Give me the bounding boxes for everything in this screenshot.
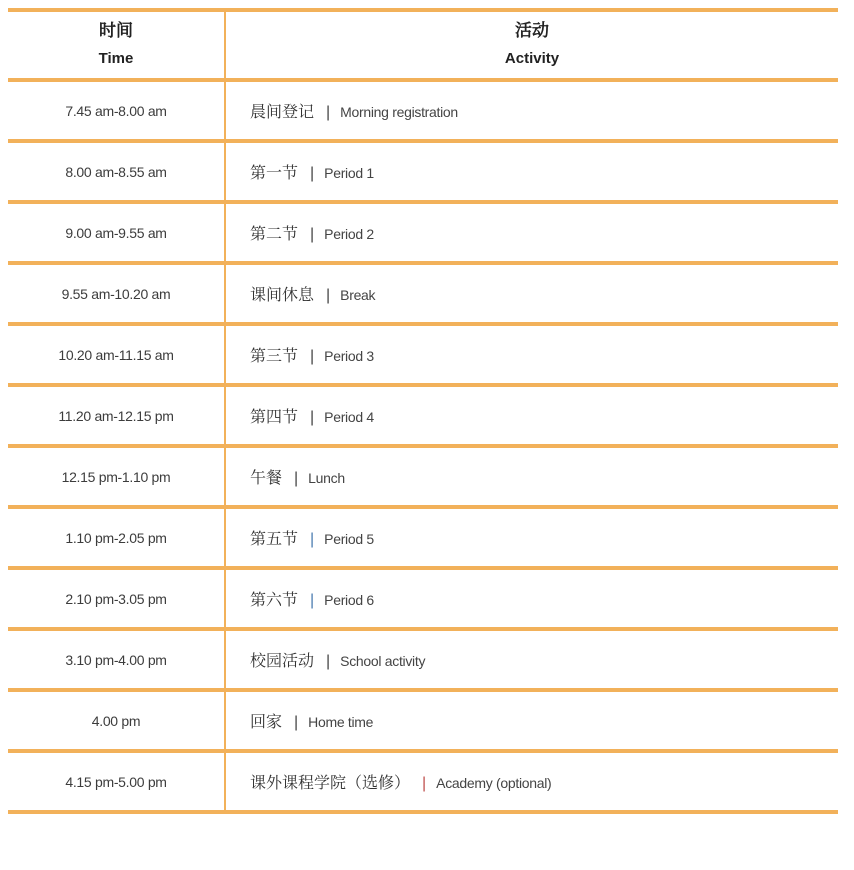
activity-en: Period 1	[324, 165, 374, 181]
activity-en: Academy (optional)	[436, 775, 552, 791]
activity-cell	[225, 568, 838, 629]
activity-zh: 第五节	[250, 529, 299, 548]
separator: |	[326, 287, 331, 304]
activity-zh: 校园活动	[250, 651, 315, 670]
activity-cell	[225, 324, 838, 385]
table-row	[8, 385, 838, 446]
time-cell: 9.55 am-10.20 am	[8, 263, 225, 324]
activity-cell	[225, 690, 838, 751]
activity-en: Period 2	[324, 226, 374, 242]
activity-zh: 课间休息	[250, 285, 315, 304]
table-row	[8, 141, 838, 202]
activity-column-header	[225, 10, 838, 80]
activity-zh: 第六节	[250, 590, 299, 609]
activity-zh: 第一节	[250, 163, 299, 182]
table-row	[8, 507, 838, 568]
activity-cell	[225, 446, 838, 507]
activity-header-en: Activity	[504, 50, 560, 67]
activity-zh: 回家	[250, 712, 283, 731]
table-row	[8, 629, 838, 690]
activity-en: Period 6	[324, 592, 374, 608]
time-cell: 4.00 pm	[8, 690, 225, 751]
separator: |	[310, 409, 315, 426]
separator: |	[310, 165, 315, 182]
table-row	[8, 446, 838, 507]
separator: |	[326, 104, 331, 121]
time-column-header	[8, 10, 225, 80]
activity-cell	[225, 385, 838, 446]
time-cell: 9.00 am-9.55 am	[8, 202, 225, 263]
activity-en: Break	[340, 287, 376, 303]
activity-zh: 第二节	[250, 224, 299, 243]
activity-zh: 第四节	[250, 407, 299, 426]
table-row	[8, 263, 838, 324]
table-row	[8, 80, 838, 141]
time-cell: 4.15 pm-5.00 pm	[8, 751, 225, 812]
separator: |	[310, 531, 315, 548]
activity-en: Period 5	[324, 531, 374, 547]
separator: |	[310, 592, 315, 609]
time-cell: 10.20 am-11.15 am	[8, 324, 225, 385]
activity-header-zh: 活动	[515, 21, 549, 41]
table-row	[8, 568, 838, 629]
activity-en: Lunch	[308, 470, 345, 486]
time-cell: 11.20 am-12.15 pm	[8, 385, 225, 446]
activity-en: Period 4	[324, 409, 374, 425]
activity-en: Morning registration	[340, 104, 458, 120]
time-header-zh: 时间	[99, 21, 133, 41]
separator: |	[310, 226, 315, 243]
time-cell: 7.45 am-8.00 am	[8, 80, 225, 141]
table-row	[8, 324, 838, 385]
activity-zh: 课外课程学院（选修）	[250, 773, 411, 792]
activity-cell	[225, 141, 838, 202]
time-cell: 8.00 am-8.55 am	[8, 141, 225, 202]
separator: |	[294, 470, 299, 487]
separator: |	[422, 775, 427, 792]
activity-en: Home time	[308, 714, 374, 730]
separator: |	[310, 348, 315, 365]
schedule-table	[8, 8, 838, 814]
activity-cell	[225, 80, 838, 141]
separator: |	[326, 653, 331, 670]
table-row	[8, 751, 838, 812]
activity-zh: 晨间登记	[250, 102, 315, 121]
activity-cell	[225, 507, 838, 568]
time-cell: 1.10 pm-2.05 pm	[8, 507, 225, 568]
time-header-en: Time	[98, 50, 134, 67]
table-row	[8, 690, 838, 751]
activity-zh: 第三节	[250, 346, 299, 365]
table-row	[8, 202, 838, 263]
time-cell: 2.10 pm-3.05 pm	[8, 568, 225, 629]
activity-en: Period 3	[324, 348, 374, 364]
time-cell: 12.15 pm-1.10 pm	[8, 446, 225, 507]
separator: |	[294, 714, 299, 731]
activity-en: School activity	[340, 653, 426, 669]
table-header-row	[8, 10, 838, 80]
activity-cell	[225, 751, 838, 812]
activity-cell	[225, 629, 838, 690]
activity-zh: 午餐	[250, 468, 283, 487]
activity-cell	[225, 202, 838, 263]
activity-cell	[225, 263, 838, 324]
time-cell: 3.10 pm-4.00 pm	[8, 629, 225, 690]
